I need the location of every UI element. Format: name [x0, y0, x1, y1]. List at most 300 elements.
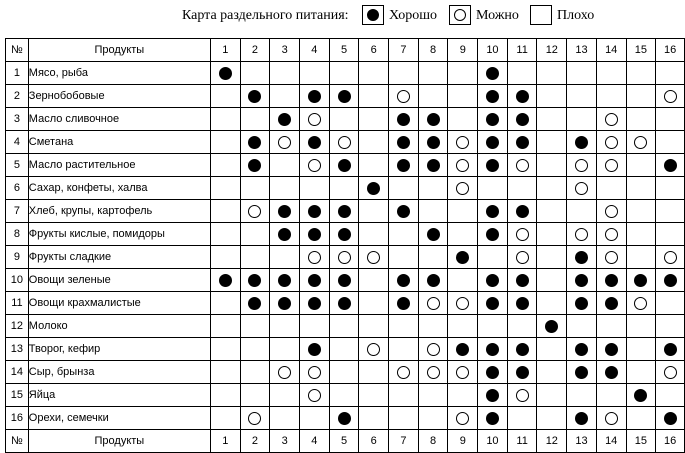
filled-circle-icon — [219, 67, 232, 80]
filled-circle-icon — [248, 90, 261, 103]
empty-circle-icon — [308, 113, 321, 126]
compat-cell — [567, 292, 597, 315]
compat-cell — [537, 338, 567, 361]
compat-cell — [626, 85, 656, 108]
compat-cell — [478, 315, 508, 338]
compat-cell — [418, 62, 448, 85]
header-row — [6, 39, 685, 62]
compat-cell — [626, 154, 656, 177]
compat-cell — [210, 384, 240, 407]
compat-cell — [359, 315, 389, 338]
legend-good-label: Хорошо — [389, 8, 438, 23]
compat-cell — [478, 338, 508, 361]
compat-cell — [448, 384, 478, 407]
table-row — [6, 85, 685, 108]
compat-cell — [656, 407, 685, 430]
filled-circle-icon — [456, 343, 469, 356]
compat-cell — [270, 154, 300, 177]
header-col-8: 8 — [418, 39, 448, 62]
compat-cell — [299, 85, 329, 108]
compat-cell — [596, 407, 626, 430]
row-number: 3 — [6, 108, 29, 131]
compat-cell — [240, 200, 270, 223]
compat-cell — [359, 154, 389, 177]
footer-col-6: 6 — [359, 430, 389, 453]
header-col-9: 9 — [448, 39, 478, 62]
empty-circle-icon — [456, 297, 469, 310]
header-col-10: 10 — [478, 39, 508, 62]
compat-cell — [656, 338, 685, 361]
product-name: Хлеб, крупы, картофель — [28, 200, 210, 223]
compat-cell — [507, 315, 537, 338]
compat-cell — [418, 269, 448, 292]
compat-cell — [478, 223, 508, 246]
compat-cell — [537, 62, 567, 85]
footer-col-5: 5 — [329, 430, 359, 453]
filled-circle-icon — [605, 274, 618, 287]
filled-circle-icon — [427, 159, 440, 172]
compat-cell — [567, 361, 597, 384]
filled-circle-icon — [248, 159, 261, 172]
filled-circle-icon — [338, 297, 351, 310]
compat-cell — [448, 407, 478, 430]
compat-cell — [537, 407, 567, 430]
filled-circle-icon — [397, 297, 410, 310]
compat-cell — [567, 384, 597, 407]
product-name: Фрукты сладкие — [28, 246, 210, 269]
compat-cell — [389, 131, 419, 154]
compat-cell — [596, 361, 626, 384]
table-row — [6, 269, 685, 292]
row-number: 15 — [6, 384, 29, 407]
compat-cell — [656, 384, 685, 407]
empty-circle-icon — [456, 136, 469, 149]
compat-cell — [210, 177, 240, 200]
filled-circle-icon — [575, 251, 588, 264]
filled-circle-icon — [575, 297, 588, 310]
table-row — [6, 177, 685, 200]
compat-cell — [418, 292, 448, 315]
compat-cell — [329, 62, 359, 85]
filled-circle-icon — [219, 274, 232, 287]
compat-cell — [329, 269, 359, 292]
compat-cell — [389, 85, 419, 108]
compat-cell — [507, 246, 537, 269]
compat-cell — [567, 85, 597, 108]
empty-circle-icon — [456, 159, 469, 172]
compat-cell — [418, 246, 448, 269]
empty-circle-icon — [338, 251, 351, 264]
compat-cell — [359, 223, 389, 246]
empty-circle-icon — [605, 228, 618, 241]
product-name: Сахар, конфеты, халва — [28, 177, 210, 200]
product-name: Фрукты кислые, помидоры — [28, 223, 210, 246]
filled-circle-icon — [486, 90, 499, 103]
compat-cell — [210, 246, 240, 269]
compat-cell — [478, 62, 508, 85]
compat-cell — [329, 108, 359, 131]
filled-circle-icon — [308, 297, 321, 310]
compat-cell — [596, 292, 626, 315]
table-row — [6, 223, 685, 246]
compat-cell — [359, 384, 389, 407]
compat-cell — [507, 384, 537, 407]
compat-cell — [596, 246, 626, 269]
compat-cell — [270, 292, 300, 315]
compat-cell — [507, 131, 537, 154]
product-name: Масло растительное — [28, 154, 210, 177]
compat-cell — [567, 269, 597, 292]
legend-good-box — [362, 5, 384, 25]
empty-circle-icon — [248, 205, 261, 218]
compat-cell — [478, 269, 508, 292]
header-col-11: 11 — [507, 39, 537, 62]
compat-cell — [270, 315, 300, 338]
filled-circle-icon — [486, 412, 499, 425]
compat-cell — [448, 62, 478, 85]
compat-cell — [626, 246, 656, 269]
compat-cell — [478, 384, 508, 407]
empty-circle-icon — [248, 412, 261, 425]
table-row — [6, 407, 685, 430]
product-name: Сыр, брынза — [28, 361, 210, 384]
compat-cell — [210, 223, 240, 246]
compat-cell — [359, 85, 389, 108]
filled-circle-icon — [486, 274, 499, 287]
compat-cell — [359, 407, 389, 430]
compat-cell — [626, 315, 656, 338]
compat-cell — [478, 246, 508, 269]
table-row — [6, 108, 685, 131]
legend-ok-box — [449, 5, 471, 25]
compat-cell — [389, 407, 419, 430]
compat-cell — [210, 361, 240, 384]
compat-cell — [240, 154, 270, 177]
compat-cell — [656, 269, 685, 292]
empty-circle-icon — [427, 343, 440, 356]
filled-circle-icon — [486, 228, 499, 241]
compat-cell — [329, 292, 359, 315]
compat-cell — [418, 108, 448, 131]
compat-cell — [359, 108, 389, 131]
compat-cell — [270, 269, 300, 292]
compat-cell — [299, 246, 329, 269]
header-col-3: 3 — [270, 39, 300, 62]
filled-circle-icon — [605, 366, 618, 379]
compat-cell — [359, 269, 389, 292]
filled-circle-icon — [486, 366, 499, 379]
legend-title: Карта раздельного питания: — [182, 8, 349, 23]
filled-circle-icon — [516, 113, 529, 126]
table-row — [6, 315, 685, 338]
product-name: Сметана — [28, 131, 210, 154]
compat-cell — [299, 108, 329, 131]
compat-cell — [596, 200, 626, 223]
filled-circle-icon — [308, 90, 321, 103]
compat-cell — [240, 177, 270, 200]
empty-circle-icon — [634, 297, 647, 310]
compat-cell — [596, 62, 626, 85]
compat-cell — [567, 407, 597, 430]
filled-circle-icon — [397, 113, 410, 126]
compat-cell — [389, 384, 419, 407]
compat-cell — [537, 292, 567, 315]
compat-cell — [270, 384, 300, 407]
compat-cell — [270, 85, 300, 108]
compat-cell — [567, 200, 597, 223]
compat-cell — [329, 246, 359, 269]
compat-cell — [210, 62, 240, 85]
compat-cell — [240, 223, 270, 246]
table-row — [6, 292, 685, 315]
table-row — [6, 200, 685, 223]
compat-cell — [389, 223, 419, 246]
compat-cell — [478, 131, 508, 154]
filled-circle-icon — [664, 274, 677, 287]
row-number: 2 — [6, 85, 29, 108]
compat-cell — [389, 361, 419, 384]
compat-cell — [448, 315, 478, 338]
compat-cell — [656, 177, 685, 200]
empty-circle-icon — [427, 366, 440, 379]
row-number: 6 — [6, 177, 29, 200]
empty-circle-icon — [456, 182, 469, 195]
compat-cell — [596, 131, 626, 154]
compat-cell — [299, 338, 329, 361]
empty-circle-icon — [605, 412, 618, 425]
filled-circle-icon — [516, 297, 529, 310]
filled-circle-icon — [278, 297, 291, 310]
empty-circle-icon — [308, 251, 321, 264]
compat-cell — [567, 246, 597, 269]
filled-circle-icon — [397, 159, 410, 172]
table-row — [6, 62, 685, 85]
compat-cell — [389, 315, 419, 338]
compat-cell — [389, 108, 419, 131]
compat-cell — [240, 62, 270, 85]
compat-cell — [299, 407, 329, 430]
compat-cell — [478, 292, 508, 315]
legend-bad-label: Плохо — [557, 8, 595, 23]
filled-circle-icon — [486, 297, 499, 310]
filled-circle-icon — [545, 320, 558, 333]
compat-cell — [418, 200, 448, 223]
compat-cell — [507, 200, 537, 223]
compat-cell — [626, 223, 656, 246]
compat-cell — [389, 154, 419, 177]
header-col-2: 2 — [240, 39, 270, 62]
table-row — [6, 338, 685, 361]
product-name: Зернобобовые — [28, 85, 210, 108]
compat-cell — [478, 154, 508, 177]
filled-circle-icon — [397, 136, 410, 149]
footer-products: Продукты — [28, 430, 210, 453]
compat-cell — [507, 292, 537, 315]
compat-cell — [656, 62, 685, 85]
compat-cell — [299, 62, 329, 85]
compat-cell — [448, 223, 478, 246]
filled-circle-icon — [367, 182, 380, 195]
compat-cell — [626, 108, 656, 131]
compat-cell — [240, 292, 270, 315]
row-number: 12 — [6, 315, 29, 338]
filled-circle-icon — [338, 159, 351, 172]
footer-col-3: 3 — [270, 430, 300, 453]
compat-cell — [389, 200, 419, 223]
filled-circle-icon — [427, 136, 440, 149]
filled-circle-icon — [516, 343, 529, 356]
compat-cell — [270, 246, 300, 269]
empty-circle-icon — [456, 412, 469, 425]
filled-circle-icon — [427, 228, 440, 241]
compat-cell — [270, 361, 300, 384]
compat-cell — [537, 269, 567, 292]
footer-col-4: 4 — [299, 430, 329, 453]
compat-cell — [567, 108, 597, 131]
filled-circle-icon — [338, 90, 351, 103]
filled-circle-icon — [575, 274, 588, 287]
row-number: 1 — [6, 62, 29, 85]
product-name: Молоко — [28, 315, 210, 338]
compat-cell — [448, 177, 478, 200]
footer-col-8: 8 — [418, 430, 448, 453]
table-row — [6, 131, 685, 154]
row-number: 7 — [6, 200, 29, 223]
compat-cell — [299, 223, 329, 246]
empty-circle-icon — [367, 251, 380, 264]
compat-cell — [626, 361, 656, 384]
compat-cell — [478, 407, 508, 430]
header-col-15: 15 — [626, 39, 656, 62]
compat-cell — [210, 292, 240, 315]
compat-cell — [299, 177, 329, 200]
compat-cell — [329, 407, 359, 430]
compat-cell — [389, 246, 419, 269]
compat-cell — [626, 292, 656, 315]
footer-col-11: 11 — [507, 430, 537, 453]
compat-cell — [596, 85, 626, 108]
compat-cell — [359, 177, 389, 200]
row-number: 11 — [6, 292, 29, 315]
compat-cell — [240, 338, 270, 361]
compat-cell — [507, 407, 537, 430]
compat-cell — [478, 108, 508, 131]
compat-cell — [418, 407, 448, 430]
compat-cell — [567, 223, 597, 246]
compat-cell — [537, 200, 567, 223]
table-row — [6, 361, 685, 384]
compat-cell — [448, 338, 478, 361]
compat-cell — [270, 338, 300, 361]
compat-cell — [270, 131, 300, 154]
filled-circle-icon — [664, 412, 677, 425]
filled-circle-icon — [338, 274, 351, 287]
filled-circle-icon — [605, 297, 618, 310]
compat-cell — [567, 131, 597, 154]
compat-cell — [656, 200, 685, 223]
compat-cell — [656, 292, 685, 315]
footer-col-13: 13 — [567, 430, 597, 453]
compat-cell — [478, 85, 508, 108]
compat-cell — [418, 154, 448, 177]
filled-circle-icon — [338, 205, 351, 218]
compat-cell — [656, 361, 685, 384]
compat-cell — [656, 315, 685, 338]
compat-cell — [537, 246, 567, 269]
compat-cell — [329, 154, 359, 177]
compat-cell — [507, 223, 537, 246]
empty-circle-icon — [575, 228, 588, 241]
compat-cell — [596, 338, 626, 361]
row-number: 16 — [6, 407, 29, 430]
header-col-4: 4 — [299, 39, 329, 62]
filled-circle-icon — [367, 9, 379, 21]
compat-cell — [507, 154, 537, 177]
compat-cell — [240, 384, 270, 407]
header-col-13: 13 — [567, 39, 597, 62]
compat-cell — [478, 177, 508, 200]
filled-circle-icon — [486, 67, 499, 80]
compat-cell — [240, 246, 270, 269]
compat-cell — [418, 177, 448, 200]
compat-cell — [448, 154, 478, 177]
compat-cell — [210, 154, 240, 177]
empty-circle-icon — [397, 366, 410, 379]
compat-cell — [478, 361, 508, 384]
footer-col-15: 15 — [626, 430, 656, 453]
compat-cell — [448, 246, 478, 269]
compat-cell — [240, 269, 270, 292]
compat-cell — [240, 85, 270, 108]
compat-cell — [359, 338, 389, 361]
row-number: 4 — [6, 131, 29, 154]
product-name: Яйца — [28, 384, 210, 407]
filled-circle-icon — [575, 366, 588, 379]
compat-cell — [567, 154, 597, 177]
compat-cell — [567, 177, 597, 200]
filled-circle-icon — [634, 389, 647, 402]
compat-cell — [537, 223, 567, 246]
compat-cell — [389, 338, 419, 361]
compat-cell — [656, 154, 685, 177]
filled-circle-icon — [486, 159, 499, 172]
empty-circle-icon — [516, 159, 529, 172]
compat-cell — [389, 62, 419, 85]
compat-cell — [596, 384, 626, 407]
compat-cell — [656, 223, 685, 246]
filled-circle-icon — [248, 136, 261, 149]
compat-cell — [299, 315, 329, 338]
compat-cell — [418, 338, 448, 361]
empty-circle-icon — [308, 366, 321, 379]
compat-cell — [507, 338, 537, 361]
filled-circle-icon — [575, 343, 588, 356]
empty-circle-icon — [605, 205, 618, 218]
empty-circle-icon — [454, 9, 466, 21]
compat-cell — [418, 131, 448, 154]
empty-circle-icon — [634, 136, 647, 149]
compat-cell — [537, 315, 567, 338]
legend-bad-box — [530, 5, 552, 25]
compat-cell — [418, 85, 448, 108]
empty-circle-icon — [605, 251, 618, 264]
compat-cell — [299, 292, 329, 315]
compat-cell — [359, 292, 389, 315]
filled-circle-icon — [427, 113, 440, 126]
filled-circle-icon — [634, 274, 647, 287]
compat-cell — [507, 62, 537, 85]
product-name: Масло сливочное — [28, 108, 210, 131]
